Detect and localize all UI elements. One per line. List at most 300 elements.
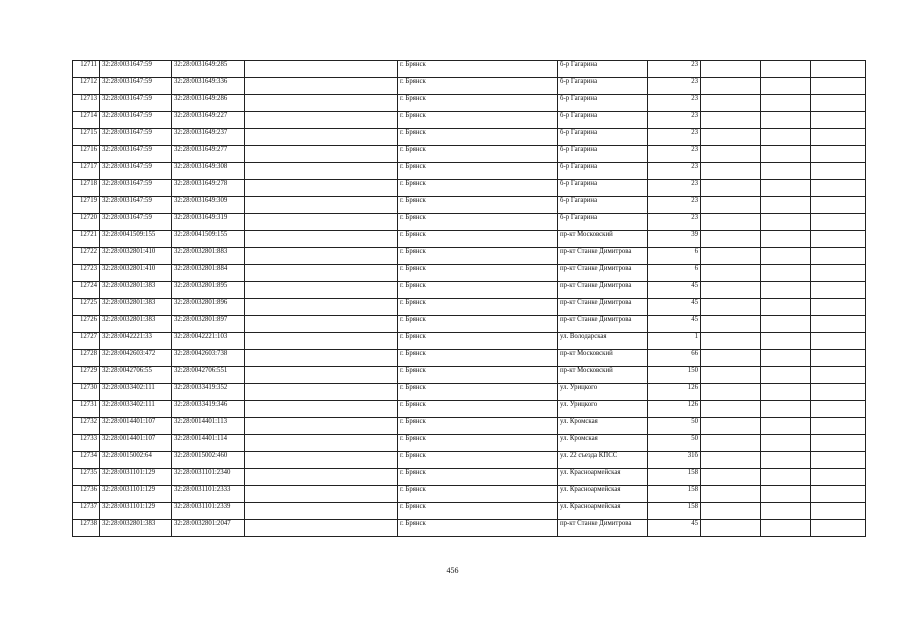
empty-cell <box>245 384 398 401</box>
table-row <box>73 299 866 316</box>
row-number: 12734 <box>73 452 100 469</box>
cadastral-number: 32:28:0032801:895 <box>172 282 245 299</box>
city-cell: г. Брянск <box>398 112 558 129</box>
cadastral-number: 32:28:0032801:2047 <box>172 520 245 537</box>
table-row <box>73 452 866 469</box>
empty-cell <box>811 469 866 486</box>
house-number: 23 <box>648 61 701 78</box>
city-cell: г. Брянск <box>398 78 558 95</box>
empty-cell <box>245 214 398 231</box>
empty-cell <box>245 265 398 282</box>
table-row <box>73 316 866 333</box>
row-number: 12736 <box>73 486 100 503</box>
empty-cell <box>811 163 866 180</box>
city-cell: г. Брянск <box>398 435 558 452</box>
cadastral-number: 32:28:0031649:308 <box>172 163 245 180</box>
table-row <box>73 384 866 401</box>
cadastral-block: 32:28:0031647:59 <box>100 95 172 112</box>
row-number: 12720 <box>73 214 100 231</box>
registry-table <box>72 60 866 537</box>
empty-cell <box>811 112 866 129</box>
city-cell: г. Брянск <box>398 129 558 146</box>
street-cell: пр-кт Московский <box>558 350 648 367</box>
table-row <box>73 350 866 367</box>
row-number: 12717 <box>73 163 100 180</box>
city-cell: г. Брянск <box>398 486 558 503</box>
cadastral-block: 32:28:0032801:410 <box>100 265 172 282</box>
cadastral-number: 32:28:0031649:277 <box>172 146 245 163</box>
table-row <box>73 265 866 282</box>
empty-cell <box>761 163 811 180</box>
house-number: 23 <box>648 78 701 95</box>
cadastral-number: 32:28:0031649:319 <box>172 214 245 231</box>
cadastral-number: 32:28:0032801:896 <box>172 299 245 316</box>
registry-table-body <box>73 61 866 537</box>
street-cell: б-р Гагарина <box>558 146 648 163</box>
empty-cell <box>245 367 398 384</box>
cadastral-block: 32:28:0031647:59 <box>100 146 172 163</box>
cadastral-block: 32:28:0032801:383 <box>100 316 172 333</box>
empty-cell <box>811 146 866 163</box>
house-number: 158 <box>648 469 701 486</box>
empty-cell <box>761 469 811 486</box>
empty-cell <box>761 452 811 469</box>
cadastral-block: 32:28:0031647:59 <box>100 112 172 129</box>
empty-cell <box>701 350 761 367</box>
cadastral-number: 32:28:0042706:551 <box>172 367 245 384</box>
city-cell: г. Брянск <box>398 333 558 350</box>
cadastral-block: 32:28:0032801:383 <box>100 282 172 299</box>
empty-cell <box>761 265 811 282</box>
cadastral-block: 32:28:0031647:59 <box>100 163 172 180</box>
cadastral-block: 32:28:0014401:107 <box>100 418 172 435</box>
empty-cell <box>761 418 811 435</box>
row-number: 12726 <box>73 316 100 333</box>
street-cell: б-р Гагарина <box>558 163 648 180</box>
empty-cell <box>701 265 761 282</box>
city-cell: г. Брянск <box>398 61 558 78</box>
street-cell: б-р Гагарина <box>558 180 648 197</box>
table-row <box>73 503 866 520</box>
empty-cell <box>701 367 761 384</box>
empty-cell <box>245 180 398 197</box>
house-number: 23 <box>648 214 701 231</box>
row-number: 12735 <box>73 469 100 486</box>
empty-cell <box>245 129 398 146</box>
house-number: 45 <box>648 299 701 316</box>
empty-cell <box>701 248 761 265</box>
empty-cell <box>811 197 866 214</box>
table-row <box>73 112 866 129</box>
street-cell: б-р Гагарина <box>558 61 648 78</box>
street-cell: пр-кт Московский <box>558 231 648 248</box>
city-cell: г. Брянск <box>398 520 558 537</box>
city-cell: г. Брянск <box>398 214 558 231</box>
city-cell: г. Брянск <box>398 452 558 469</box>
empty-cell <box>761 367 811 384</box>
empty-cell <box>811 350 866 367</box>
cadastral-block: 32:28:0033402:111 <box>100 384 172 401</box>
empty-cell <box>245 452 398 469</box>
empty-cell <box>701 520 761 537</box>
table-row <box>73 248 866 265</box>
cadastral-number: 32:28:0033419:346 <box>172 401 245 418</box>
empty-cell <box>761 146 811 163</box>
city-cell: г. Брянск <box>398 316 558 333</box>
table-row <box>73 486 866 503</box>
empty-cell <box>811 180 866 197</box>
row-number: 12718 <box>73 180 100 197</box>
house-number: 23 <box>648 146 701 163</box>
empty-cell <box>701 231 761 248</box>
empty-cell <box>245 197 398 214</box>
street-cell: ул. Красноармейская <box>558 486 648 503</box>
empty-cell <box>701 146 761 163</box>
empty-cell <box>701 486 761 503</box>
cadastral-block: 32:28:0033402:111 <box>100 401 172 418</box>
cadastral-number: 32:28:0031649:237 <box>172 129 245 146</box>
street-cell: ул. Урицкого <box>558 384 648 401</box>
city-cell: г. Брянск <box>398 146 558 163</box>
empty-cell <box>245 333 398 350</box>
cadastral-block: 32:28:0032801:410 <box>100 248 172 265</box>
cadastral-block: 32:28:0031101:129 <box>100 503 172 520</box>
empty-cell <box>761 350 811 367</box>
empty-cell <box>811 248 866 265</box>
empty-cell <box>701 197 761 214</box>
empty-cell <box>245 282 398 299</box>
empty-cell <box>245 163 398 180</box>
empty-cell <box>701 61 761 78</box>
cadastral-number: 32:28:0015002:460 <box>172 452 245 469</box>
table-row <box>73 146 866 163</box>
cadastral-block: 32:28:0014401:107 <box>100 435 172 452</box>
table-row <box>73 231 866 248</box>
row-number: 12732 <box>73 418 100 435</box>
empty-cell <box>701 95 761 112</box>
empty-cell <box>761 129 811 146</box>
cadastral-block: 32:28:0042603:472 <box>100 350 172 367</box>
empty-cell <box>245 350 398 367</box>
cadastral-block: 32:28:0032801:383 <box>100 520 172 537</box>
house-number: 158 <box>648 486 701 503</box>
house-number: 23 <box>648 129 701 146</box>
street-cell: б-р Гагарина <box>558 78 648 95</box>
city-cell: г. Брянск <box>398 231 558 248</box>
cadastral-block: 32:28:0015002:64 <box>100 452 172 469</box>
empty-cell <box>245 469 398 486</box>
street-cell: б-р Гагарина <box>558 129 648 146</box>
city-cell: г. Брянск <box>398 95 558 112</box>
row-number: 12733 <box>73 435 100 452</box>
street-cell: ул. Красноармейская <box>558 469 648 486</box>
empty-cell <box>701 299 761 316</box>
cadastral-block: 32:28:0031647:59 <box>100 180 172 197</box>
empty-cell <box>701 316 761 333</box>
empty-cell <box>245 112 398 129</box>
table-row <box>73 520 866 537</box>
empty-cell <box>761 384 811 401</box>
empty-cell <box>811 129 866 146</box>
empty-cell <box>761 282 811 299</box>
row-number: 12711 <box>73 61 100 78</box>
empty-cell <box>245 78 398 95</box>
empty-cell <box>701 78 761 95</box>
cadastral-number: 32:28:0031649:309 <box>172 197 245 214</box>
street-cell: пр-кт Станке Димитрова <box>558 520 648 537</box>
empty-cell <box>761 197 811 214</box>
cadastral-block: 32:28:0031101:129 <box>100 486 172 503</box>
empty-cell <box>701 401 761 418</box>
city-cell: г. Брянск <box>398 282 558 299</box>
street-cell: б-р Гагарина <box>558 112 648 129</box>
empty-cell <box>701 333 761 350</box>
empty-cell <box>761 435 811 452</box>
house-number: 150 <box>648 367 701 384</box>
house-number: 23 <box>648 163 701 180</box>
house-number: 23 <box>648 112 701 129</box>
street-cell: ул. Кромская <box>558 435 648 452</box>
table-row <box>73 180 866 197</box>
row-number: 12716 <box>73 146 100 163</box>
house-number: 23 <box>648 180 701 197</box>
street-cell: пр-кт Станке Димитрова <box>558 316 648 333</box>
row-number: 12731 <box>73 401 100 418</box>
row-number: 12713 <box>73 95 100 112</box>
city-cell: г. Брянск <box>398 469 558 486</box>
empty-cell <box>245 61 398 78</box>
cadastral-number: 32:28:0031649:285 <box>172 61 245 78</box>
house-number: 45 <box>648 520 701 537</box>
cadastral-number: 32:28:0031649:227 <box>172 112 245 129</box>
table-row <box>73 61 866 78</box>
empty-cell <box>811 452 866 469</box>
empty-cell <box>761 316 811 333</box>
cadastral-number: 32:28:0031101:2339 <box>172 503 245 520</box>
empty-cell <box>701 452 761 469</box>
empty-cell <box>811 265 866 282</box>
cadastral-number: 32:28:0031101:2340 <box>172 469 245 486</box>
empty-cell <box>811 367 866 384</box>
city-cell: г. Брянск <box>398 367 558 384</box>
row-number: 12728 <box>73 350 100 367</box>
empty-cell <box>761 112 811 129</box>
house-number: 23 <box>648 197 701 214</box>
house-number: 66 <box>648 350 701 367</box>
row-number: 12715 <box>73 129 100 146</box>
cadastral-block: 32:28:0031647:59 <box>100 214 172 231</box>
empty-cell <box>701 112 761 129</box>
table-row <box>73 401 866 418</box>
street-cell: ул. Володарская <box>558 333 648 350</box>
cadastral-number: 32:28:0032801:897 <box>172 316 245 333</box>
empty-cell <box>761 486 811 503</box>
empty-cell <box>245 486 398 503</box>
cadastral-block: 32:28:0031647:59 <box>100 61 172 78</box>
city-cell: г. Брянск <box>398 418 558 435</box>
empty-cell <box>811 333 866 350</box>
cadastral-number: 32:28:0042603:738 <box>172 350 245 367</box>
cadastral-number: 32:28:0033419:352 <box>172 384 245 401</box>
street-cell: пр-кт Станке Димитрова <box>558 282 648 299</box>
empty-cell <box>811 61 866 78</box>
cadastral-number: 32:28:0031649:336 <box>172 78 245 95</box>
street-cell: б-р Гагарина <box>558 95 648 112</box>
empty-cell <box>811 503 866 520</box>
city-cell: г. Брянск <box>398 350 558 367</box>
empty-cell <box>811 78 866 95</box>
cadastral-number: 32:28:0032801:883 <box>172 248 245 265</box>
empty-cell <box>701 418 761 435</box>
house-number: 1 <box>648 333 701 350</box>
cadastral-number: 32:28:0014401:114 <box>172 435 245 452</box>
cadastral-block: 32:28:0031101:129 <box>100 469 172 486</box>
empty-cell <box>811 231 866 248</box>
empty-cell <box>245 435 398 452</box>
cadastral-block: 32:28:0031647:59 <box>100 197 172 214</box>
cadastral-number: 32:28:0042221:103 <box>172 333 245 350</box>
city-cell: г. Брянск <box>398 248 558 265</box>
empty-cell <box>811 401 866 418</box>
table-row <box>73 418 866 435</box>
empty-cell <box>761 95 811 112</box>
table-row <box>73 367 866 384</box>
house-number: 45 <box>648 282 701 299</box>
cadastral-block: 32:28:0032801:383 <box>100 299 172 316</box>
cadastral-block: 32:28:0042706:55 <box>100 367 172 384</box>
cadastral-number: 32:28:0041509:155 <box>172 231 245 248</box>
house-number: 126 <box>648 401 701 418</box>
empty-cell <box>701 503 761 520</box>
empty-cell <box>761 248 811 265</box>
empty-cell <box>761 214 811 231</box>
row-number: 12723 <box>73 265 100 282</box>
house-number: 23 <box>648 95 701 112</box>
row-number: 12714 <box>73 112 100 129</box>
empty-cell <box>701 384 761 401</box>
city-cell: г. Брянск <box>398 299 558 316</box>
cadastral-number: 32:28:0031101:2333 <box>172 486 245 503</box>
row-number: 12737 <box>73 503 100 520</box>
street-cell: пр-кт Московский <box>558 367 648 384</box>
cadastral-number: 32:28:0032801:884 <box>172 265 245 282</box>
city-cell: г. Брянск <box>398 401 558 418</box>
city-cell: г. Брянск <box>398 163 558 180</box>
empty-cell <box>245 248 398 265</box>
empty-cell <box>701 282 761 299</box>
empty-cell <box>701 180 761 197</box>
street-cell: ул. Кромская <box>558 418 648 435</box>
empty-cell <box>811 299 866 316</box>
house-number: 39 <box>648 231 701 248</box>
empty-cell <box>245 231 398 248</box>
empty-cell <box>245 299 398 316</box>
empty-cell <box>701 129 761 146</box>
city-cell: г. Брянск <box>398 197 558 214</box>
empty-cell <box>245 503 398 520</box>
table-row <box>73 333 866 350</box>
empty-cell <box>761 180 811 197</box>
street-cell: ул. Красноармейская <box>558 503 648 520</box>
empty-cell <box>761 503 811 520</box>
row-number: 12738 <box>73 520 100 537</box>
empty-cell <box>245 316 398 333</box>
house-number: 50 <box>648 435 701 452</box>
city-cell: г. Брянск <box>398 384 558 401</box>
row-number: 12729 <box>73 367 100 384</box>
street-cell: пр-кт Станке Димитрова <box>558 265 648 282</box>
empty-cell <box>245 401 398 418</box>
cadastral-number: 32:28:0031649:278 <box>172 180 245 197</box>
empty-cell <box>761 333 811 350</box>
table-row <box>73 95 866 112</box>
house-number: 6 <box>648 248 701 265</box>
cadastral-block: 32:28:0041509:155 <box>100 231 172 248</box>
table-row <box>73 282 866 299</box>
row-number: 12719 <box>73 197 100 214</box>
empty-cell <box>811 316 866 333</box>
row-number: 12722 <box>73 248 100 265</box>
cadastral-number: 32:28:0031649:286 <box>172 95 245 112</box>
empty-cell <box>761 61 811 78</box>
row-number: 12724 <box>73 282 100 299</box>
empty-cell <box>701 469 761 486</box>
empty-cell <box>761 78 811 95</box>
table-row <box>73 214 866 231</box>
city-cell: г. Брянск <box>398 503 558 520</box>
row-number: 12730 <box>73 384 100 401</box>
street-cell: ул. Урицкого <box>558 401 648 418</box>
cadastral-block: 32:28:0042221:33 <box>100 333 172 350</box>
empty-cell <box>761 401 811 418</box>
street-cell: б-р Гагарина <box>558 214 648 231</box>
empty-cell <box>701 214 761 231</box>
cadastral-block: 32:28:0031647:59 <box>100 78 172 95</box>
cadastral-block: 32:28:0031647:59 <box>100 129 172 146</box>
house-number: 158 <box>648 503 701 520</box>
house-number: 6 <box>648 265 701 282</box>
cadastral-number: 32:28:0014401:113 <box>172 418 245 435</box>
empty-cell <box>811 520 866 537</box>
row-number: 12712 <box>73 78 100 95</box>
street-cell: б-р Гагарина <box>558 197 648 214</box>
empty-cell <box>245 95 398 112</box>
empty-cell <box>245 146 398 163</box>
empty-cell <box>811 486 866 503</box>
city-cell: г. Брянск <box>398 180 558 197</box>
house-number: 45 <box>648 316 701 333</box>
table-row <box>73 78 866 95</box>
house-number: 50 <box>648 418 701 435</box>
empty-cell <box>811 95 866 112</box>
empty-cell <box>761 299 811 316</box>
empty-cell <box>811 418 866 435</box>
table-row <box>73 469 866 486</box>
table-row <box>73 435 866 452</box>
empty-cell <box>811 214 866 231</box>
empty-cell <box>761 520 811 537</box>
city-cell: г. Брянск <box>398 265 558 282</box>
row-number: 12727 <box>73 333 100 350</box>
empty-cell <box>761 231 811 248</box>
street-cell: пр-кт Станке Димитрова <box>558 248 648 265</box>
empty-cell <box>811 384 866 401</box>
empty-cell <box>811 282 866 299</box>
table-row <box>73 197 866 214</box>
street-cell: пр-кт Станке Димитрова <box>558 299 648 316</box>
empty-cell <box>245 520 398 537</box>
house-number: 126 <box>648 384 701 401</box>
